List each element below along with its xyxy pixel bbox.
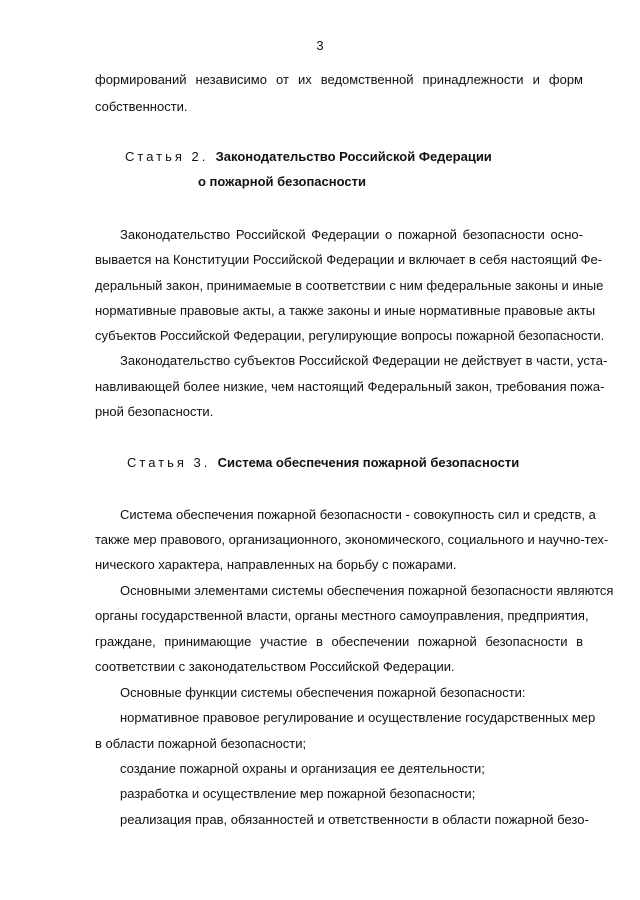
text-line: органы государственной власти, органы местного самоуправления, предприятия, <box>95 608 589 623</box>
article-2-label: Статья 2. <box>125 149 209 164</box>
text-line: нического характера, направленных на борьбу с пожарами. <box>95 557 457 572</box>
text-line: вывается на Конституции Российской Федерации и включает в себя настоящий Фе- <box>95 252 603 267</box>
article-3-title: Система обеспечения пожарной безопасности <box>217 455 520 470</box>
text-line: Основными элементами системы обеспечения пожарной безопасности являются <box>120 583 614 598</box>
text-line: собственности. <box>95 99 188 114</box>
text-line: граждане, принимающие участие в обеспечении пожарной безопасности в <box>95 634 583 649</box>
page-number: 3 <box>316 38 324 53</box>
text-line: Основные функции системы обеспечения пожарной безопасности: <box>120 685 526 700</box>
article-2-title: Законодательство Российской Федерации <box>215 149 492 164</box>
article-2-title-line-2: о пожарной безопасности <box>198 174 366 189</box>
text-line: субъектов Российской Федерации, регулирующие вопросы пожарной безопасности. <box>95 328 605 343</box>
text-line: Законодательство Российской Федерации о пожарной безопасности осно- <box>120 227 583 242</box>
article-3-label: Статья 3. <box>127 455 211 470</box>
text-line: формирований независимо от их ведомственной принадлежности и форм <box>95 72 583 87</box>
article-3-heading <box>127 455 519 471</box>
text-line: нормативные правовые акты, а также законы и иные нормативные правовые акты <box>95 303 596 318</box>
text-line: в области пожарной безопасности; <box>95 736 307 751</box>
text-line: Система обеспечения пожарной безопасности - совокупность сил и средств, а <box>120 507 596 522</box>
text-line: реализация прав, обязанностей и ответственности в области пожарной безо- <box>120 812 589 827</box>
text-line: рной безопасности. <box>95 404 214 419</box>
text-line: деральный закон, принимаемые в соответствии с ним федеральные законы и иные <box>95 278 604 293</box>
text-line: разработка и осуществление мер пожарной безопасности; <box>120 786 476 801</box>
text-line: создание пожарной охраны и организация ее деятельности; <box>120 761 485 776</box>
text-line: навливающей более низкие, чем настоящий Федеральный закон, требования пожа- <box>95 379 605 394</box>
text-line: соответствии с законодательством Российской Федерации. <box>95 659 455 674</box>
text-line: также мер правового, организационного, экономического, социального и научно-тех- <box>95 532 609 547</box>
text-line: Законодательство субъектов Российской Федерации не действует в части, уста- <box>120 353 608 368</box>
text-line: нормативное правовое регулирование и осуществление государственных мер <box>120 710 596 725</box>
article-2-heading <box>125 149 492 165</box>
